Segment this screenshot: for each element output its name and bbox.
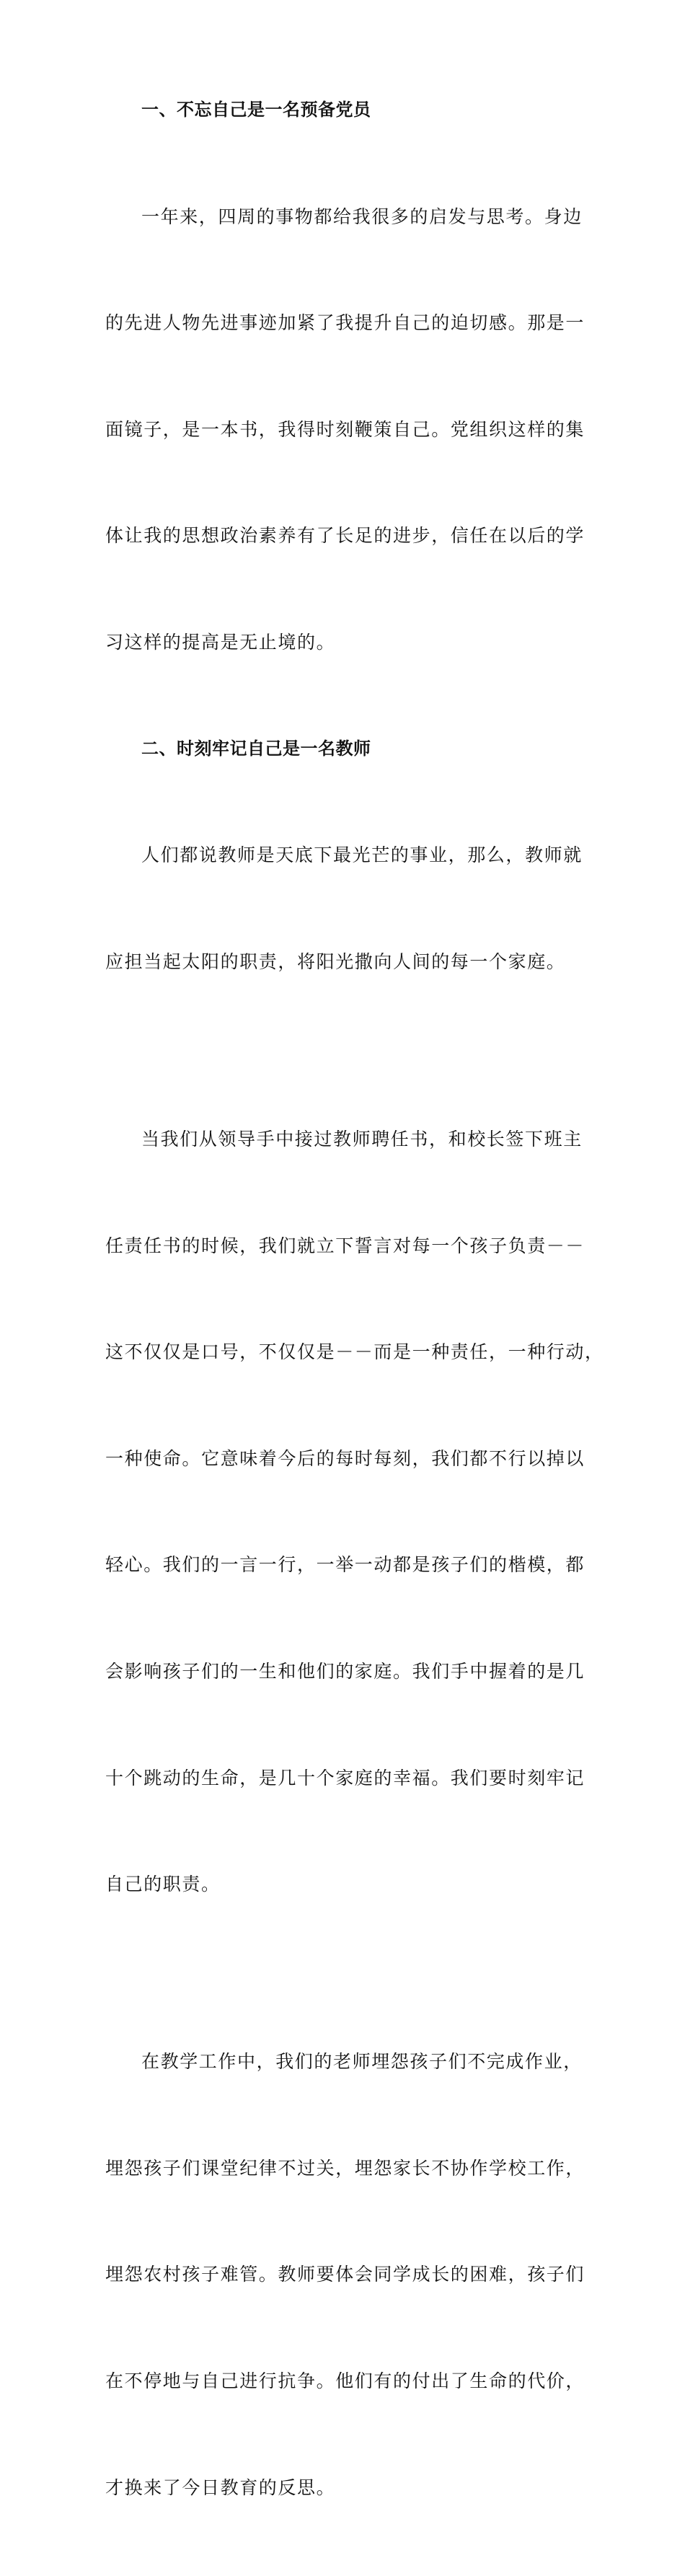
text-line: 埋怨孩子们课堂纪律不过关，埋怨家长不协作学校工作，	[105, 2157, 585, 2179]
text-line: 面镜子，是一本书，我得时刻鞭策自己。党组织这样的集	[105, 418, 585, 440]
text-line: 的先进人物先进事迹加紧了我提升自己的迫切感。那是一	[105, 312, 585, 334]
paragraph	[105, 767, 581, 1051]
document-body	[105, 92, 604, 2576]
text-line: 十个跳动的生命，是几十个家庭的幸福。我们要时刻牢记	[105, 1767, 585, 1788]
text-line: 在不停地与自己进行抗争。他们有的付出了生命的代价，	[105, 2370, 585, 2391]
text-line: 当我们从领导手中接过教师聘任书，和校长签下班主	[141, 1128, 583, 1150]
paragraph	[105, 1973, 585, 2576]
text-line: 应担当起太阳的职责，将阳光撒向人间的每一个家庭。	[105, 950, 566, 972]
text-line: 会影响孩子们的一生和他们的家庭。我们手中握着的是几	[105, 1660, 585, 1682]
text-line: 埋怨农村孩子难管。教师要体会同学成长的困难，孩子们	[105, 2264, 585, 2285]
text-line: 一年来，四周的事物都给我很多的启发与思考。身边	[141, 206, 583, 227]
paragraph	[105, 1050, 604, 1972]
text-line: 体让我的思想政治素养有了长足的进步，信任在以后的学	[105, 525, 585, 547]
text-line: 自己的职责。	[105, 1874, 221, 1895]
text-line: 人们都说教师是天底下最光芒的事业，那么，教师就	[141, 844, 583, 866]
text-line: 轻心。我们的一言一行，一举一动都是孩子们的楷模，都	[105, 1554, 585, 1576]
text-line: 一种使命。它意味着今后的每时每刻，我们都不行以掉以	[105, 1447, 585, 1469]
text-line: 在教学工作中，我们的老师埋怨孩子们不完成作业，	[141, 2051, 583, 2073]
text-line: 习这样的提高是无止境的。	[105, 632, 336, 653]
text-line: 这不仅仅是口号，不仅仅是－－而是一种责任，一种行动，	[105, 1341, 604, 1363]
text-line: 任责任书的时候，我们就立下誓言对每一个孩子负责－－	[105, 1235, 585, 1256]
text-line: 才换来了今日教育的反思。	[105, 2476, 336, 2498]
section-heading: 二、时刻牢记自己是一名教师	[141, 738, 371, 759]
paragraph	[105, 128, 585, 731]
section-heading: 一、不忘自己是一名预备党员	[141, 100, 371, 120]
